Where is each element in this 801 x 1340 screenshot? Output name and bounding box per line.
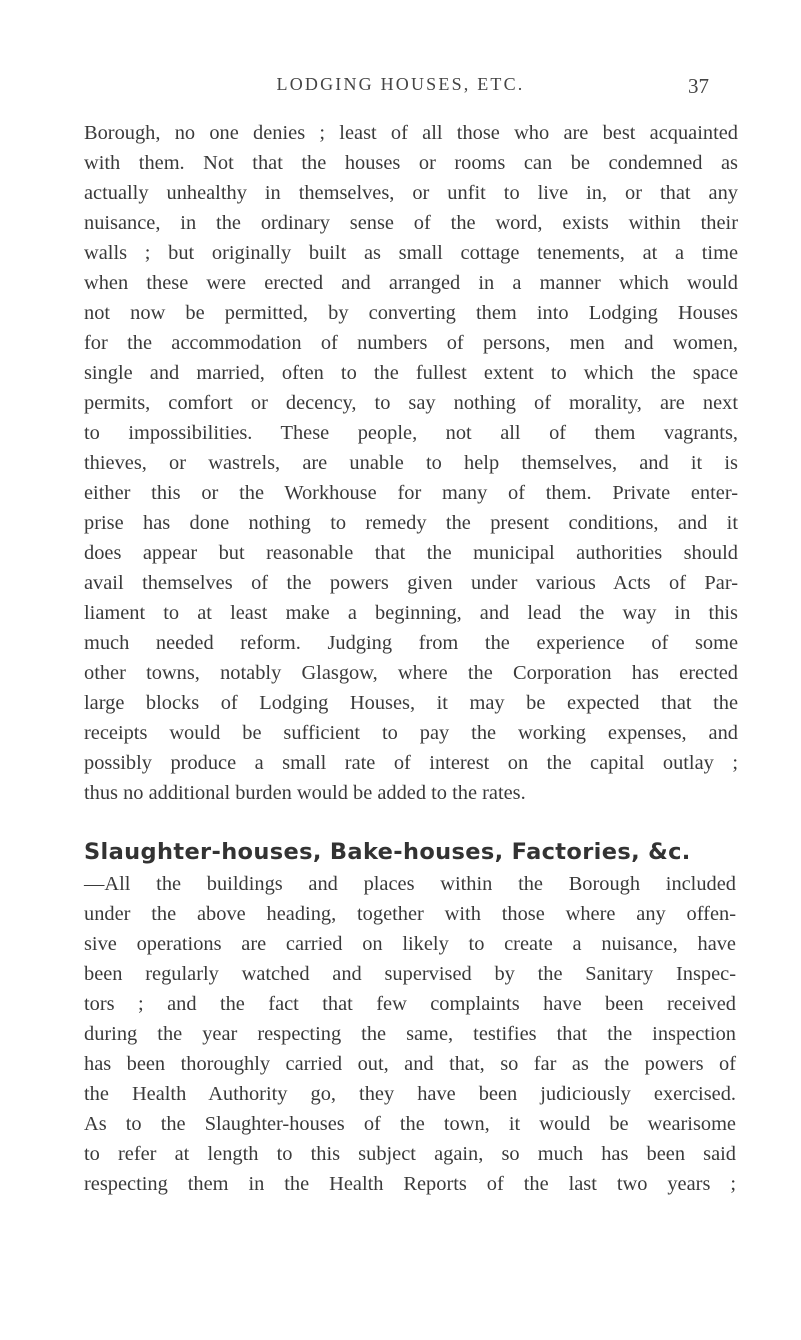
text-line: for the accommodation of numbers of persons, men and women, bbox=[84, 332, 738, 354]
running-head bbox=[0, 74, 801, 104]
text-line: Borough, no one denies ; least of all those who are best acquainted bbox=[84, 122, 738, 144]
text-line-last: thus no additional burden would be added to the rates. bbox=[84, 782, 526, 804]
text-line: either this or the Workhouse for many of them. Private enter- bbox=[84, 482, 738, 504]
section-heading: Slaughter-houses, Bake-houses, Factories, &c. bbox=[84, 839, 691, 865]
text-line: other towns, notably Glasgow, where the Corporation has erected bbox=[84, 662, 738, 684]
text-line: nuisance, in the ordinary sense of the word, exists within their bbox=[84, 212, 738, 234]
text-line: possibly produce a small rate of interest on the capital outlay ; bbox=[84, 752, 738, 774]
text-line: has been thoroughly carried out, and that, so far as the powers of bbox=[84, 1053, 736, 1075]
running-title: LODGING HOUSES, ETC. bbox=[276, 74, 525, 94]
text-line: much needed reform. Judging from the experience of some bbox=[84, 632, 738, 654]
text-line: single and married, often to the fullest extent to which the space bbox=[84, 362, 738, 384]
text-line: not now be permitted, by converting them into Lodging Houses bbox=[84, 302, 738, 324]
text-line: walls ; but originally built as small cottage tenements, at a time bbox=[84, 242, 738, 264]
text-line: permits, comfort or decency, to say nothing of morality, are next bbox=[84, 392, 738, 414]
text-line: thieves, or wastrels, are unable to help themselves, and it is bbox=[84, 452, 738, 474]
text-line: during the year respecting the same, testifies that the inspection bbox=[84, 1023, 736, 1045]
text-line: liament to at least make a beginning, and lead the way in this bbox=[84, 602, 738, 624]
text-line: avail themselves of the powers given under various Acts of Par- bbox=[84, 572, 738, 594]
page-number: 37 bbox=[688, 74, 709, 98]
text-line: As to the Slaughter-houses of the town, it would be wearisome bbox=[84, 1113, 736, 1135]
text-line: tors ; and the fact that few complaints have been received bbox=[84, 993, 736, 1015]
text-line: —All the buildings and places within the Borough included bbox=[84, 873, 736, 895]
text-line: with them. Not that the houses or rooms can be condemned as bbox=[84, 152, 738, 174]
text-line: sive operations are carried on likely to create a nuisance, have bbox=[84, 933, 736, 955]
text-line: large blocks of Lodging Houses, it may be expected that the bbox=[84, 692, 738, 714]
text-line: to impossibilities. These people, not all of them vagrants, bbox=[84, 422, 738, 444]
text-line: respecting them in the Health Reports of the last two years ; bbox=[84, 1173, 736, 1195]
text-line: actually unhealthy in themselves, or unfit to live in, or that any bbox=[84, 182, 738, 204]
text-line: when these were erected and arranged in a manner which would bbox=[84, 272, 738, 294]
text-line: prise has done nothing to remedy the present conditions, and it bbox=[84, 512, 738, 534]
text-line: receipts would be sufficient to pay the working expenses, and bbox=[84, 722, 738, 744]
text-line: been regularly watched and supervised by the Sanitary Inspec- bbox=[84, 963, 736, 985]
text-line: does appear but reasonable that the municipal authorities should bbox=[84, 542, 738, 564]
text-line: the Health Authority go, they have been judiciously exercised. bbox=[84, 1083, 736, 1105]
text-line: under the above heading, together with those where any offen- bbox=[84, 903, 736, 925]
text-line: to refer at length to this subject again, so much has been said bbox=[84, 1143, 736, 1165]
